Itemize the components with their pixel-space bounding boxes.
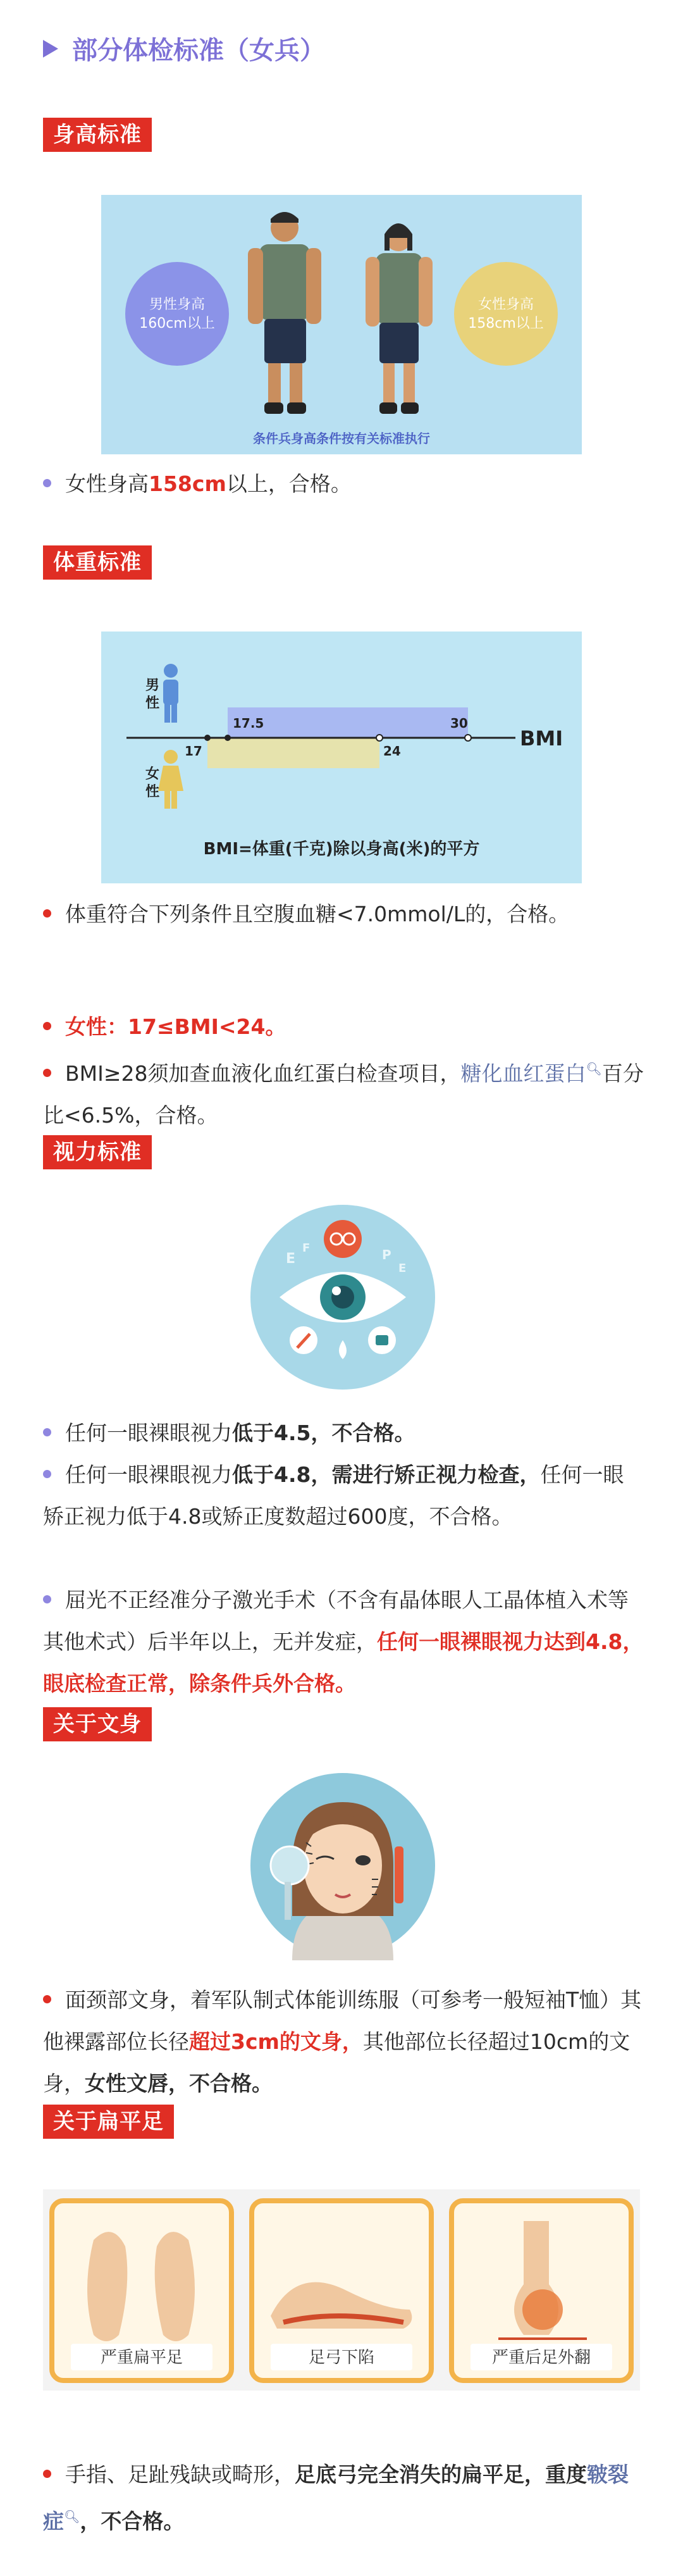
bullet-dot-icon <box>43 909 51 918</box>
svg-text:性: 性 <box>145 784 160 800</box>
svg-text:E: E <box>398 1262 407 1275</box>
bmi-illustration <box>101 632 582 883</box>
male-label-1: 男性身高 <box>149 297 206 313</box>
hba1c-link[interactable]: 糖化血红蛋白 <box>460 1061 586 1086</box>
triangle-right-icon <box>43 40 58 58</box>
male-text: 男 <box>145 678 160 694</box>
tick-17: 17 <box>185 744 202 759</box>
bmi-axis-label: BMI <box>520 726 563 750</box>
female-bmi-band <box>207 738 379 768</box>
height-text: 女性身高158cm以上，合格。 <box>43 463 644 505</box>
svg-text:P: P <box>382 1247 391 1262</box>
bmi-formula: BMI=体重(千克)除以身高(米)的平方 <box>203 840 480 859</box>
search-icon[interactable]: 🔍︎ <box>586 1061 602 1076</box>
section-tag-weight: 体重标准 <box>43 545 152 580</box>
vision-text-1: 任何一眼裸眼视力低于4.5，不合格。 <box>43 1412 644 1454</box>
svg-text:E: E <box>286 1251 296 1267</box>
weight-text-3: BMI≥28须加查血液化血红蛋白检查项目，糖化血红蛋白🔍︎百分比<6.5%，合格。 <box>43 1061 644 1128</box>
svg-text:女: 女 <box>145 766 160 782</box>
bullet-dot-icon <box>43 1022 51 1030</box>
section-tag-vision: 视力标准 <box>43 1135 152 1169</box>
svg-text:F: F <box>302 1241 311 1255</box>
section-tag-flatfoot: 关于扁平足 <box>43 2105 174 2139</box>
flatfoot-illustration <box>43 2189 640 2391</box>
vision-text-3: 屈光不正经准分子激光手术（不含有晶体眼人工晶体植入术等其他术式）后半年以上，无并发症，任何一眼裸眼视力达到4.8，眼底检查正常，除条件兵外合格。 <box>43 1588 644 1696</box>
tick-17-5: 17.5 <box>233 716 264 731</box>
bullet-dot-icon <box>43 1428 51 1436</box>
svg-text:性: 性 <box>145 695 160 711</box>
page-heading <box>43 30 325 66</box>
vision-text-2: 任何一眼裸眼视力低于4.8，需进行矫正视力检查，任何一眼矫正视力低于4.8或矫正度数超过600度，不合格。 <box>43 1462 624 1529</box>
bullet-dot-icon <box>43 1470 51 1478</box>
bullet-dot-icon <box>43 2470 51 2478</box>
tick-24: 24 <box>383 744 401 759</box>
flatfoot-text: 手指、足趾残缺或畸形，足底弓完全消失的扁平足，重度皲裂症🔍︎，不合格。 <box>43 2462 629 2534</box>
bullet-dot-icon <box>43 479 51 487</box>
page-title: 部分体检标准（女兵） <box>72 36 325 65</box>
section-tag-height: 身高标准 <box>43 118 152 152</box>
male-label-2: 160cm以上 <box>139 316 215 332</box>
height-caption: 条件兵身高条件按有关标准执行 <box>253 431 430 446</box>
female-label-2: 158cm以上 <box>468 316 544 332</box>
card-1-label: 严重扁平足 <box>100 2348 183 2367</box>
female-label-1: 女性身高 <box>477 297 534 313</box>
height-illustration <box>101 195 582 454</box>
bullet-dot-icon <box>43 1595 51 1603</box>
bullet-dot-icon <box>43 1995 51 2003</box>
tick-30: 30 <box>450 716 468 731</box>
eye-illustration <box>248 1202 438 1392</box>
search-icon[interactable]: 🔍︎ <box>64 2509 80 2524</box>
male-height-circle <box>125 262 229 366</box>
bullet-dot-icon <box>43 1069 51 1077</box>
tattoo-illustration <box>248 1770 438 1960</box>
card-2-label: 足弓下陷 <box>308 2348 375 2367</box>
tattoo-text: 面颈部文身，着军队制式体能训练服（可参考一般短袖T恤）其他裸露部位长径超过3cm的文身，其他部位长径超过10cm的文身，女性文唇，不合格。 <box>43 1988 642 2096</box>
weight-text-1: 体重符合下列条件且空腹血糖<7.0mmol/L的，合格。 <box>43 893 644 935</box>
female-height-circle <box>454 262 558 366</box>
section-tag-tattoo: 关于文身 <box>43 1707 152 1741</box>
chapped-skin-link[interactable]: 皲裂症 <box>43 2462 629 2534</box>
card-3-label: 严重后足外翻 <box>491 2348 591 2367</box>
weight-text-2: 女性：17≤BMI<24。 <box>43 1006 644 1048</box>
